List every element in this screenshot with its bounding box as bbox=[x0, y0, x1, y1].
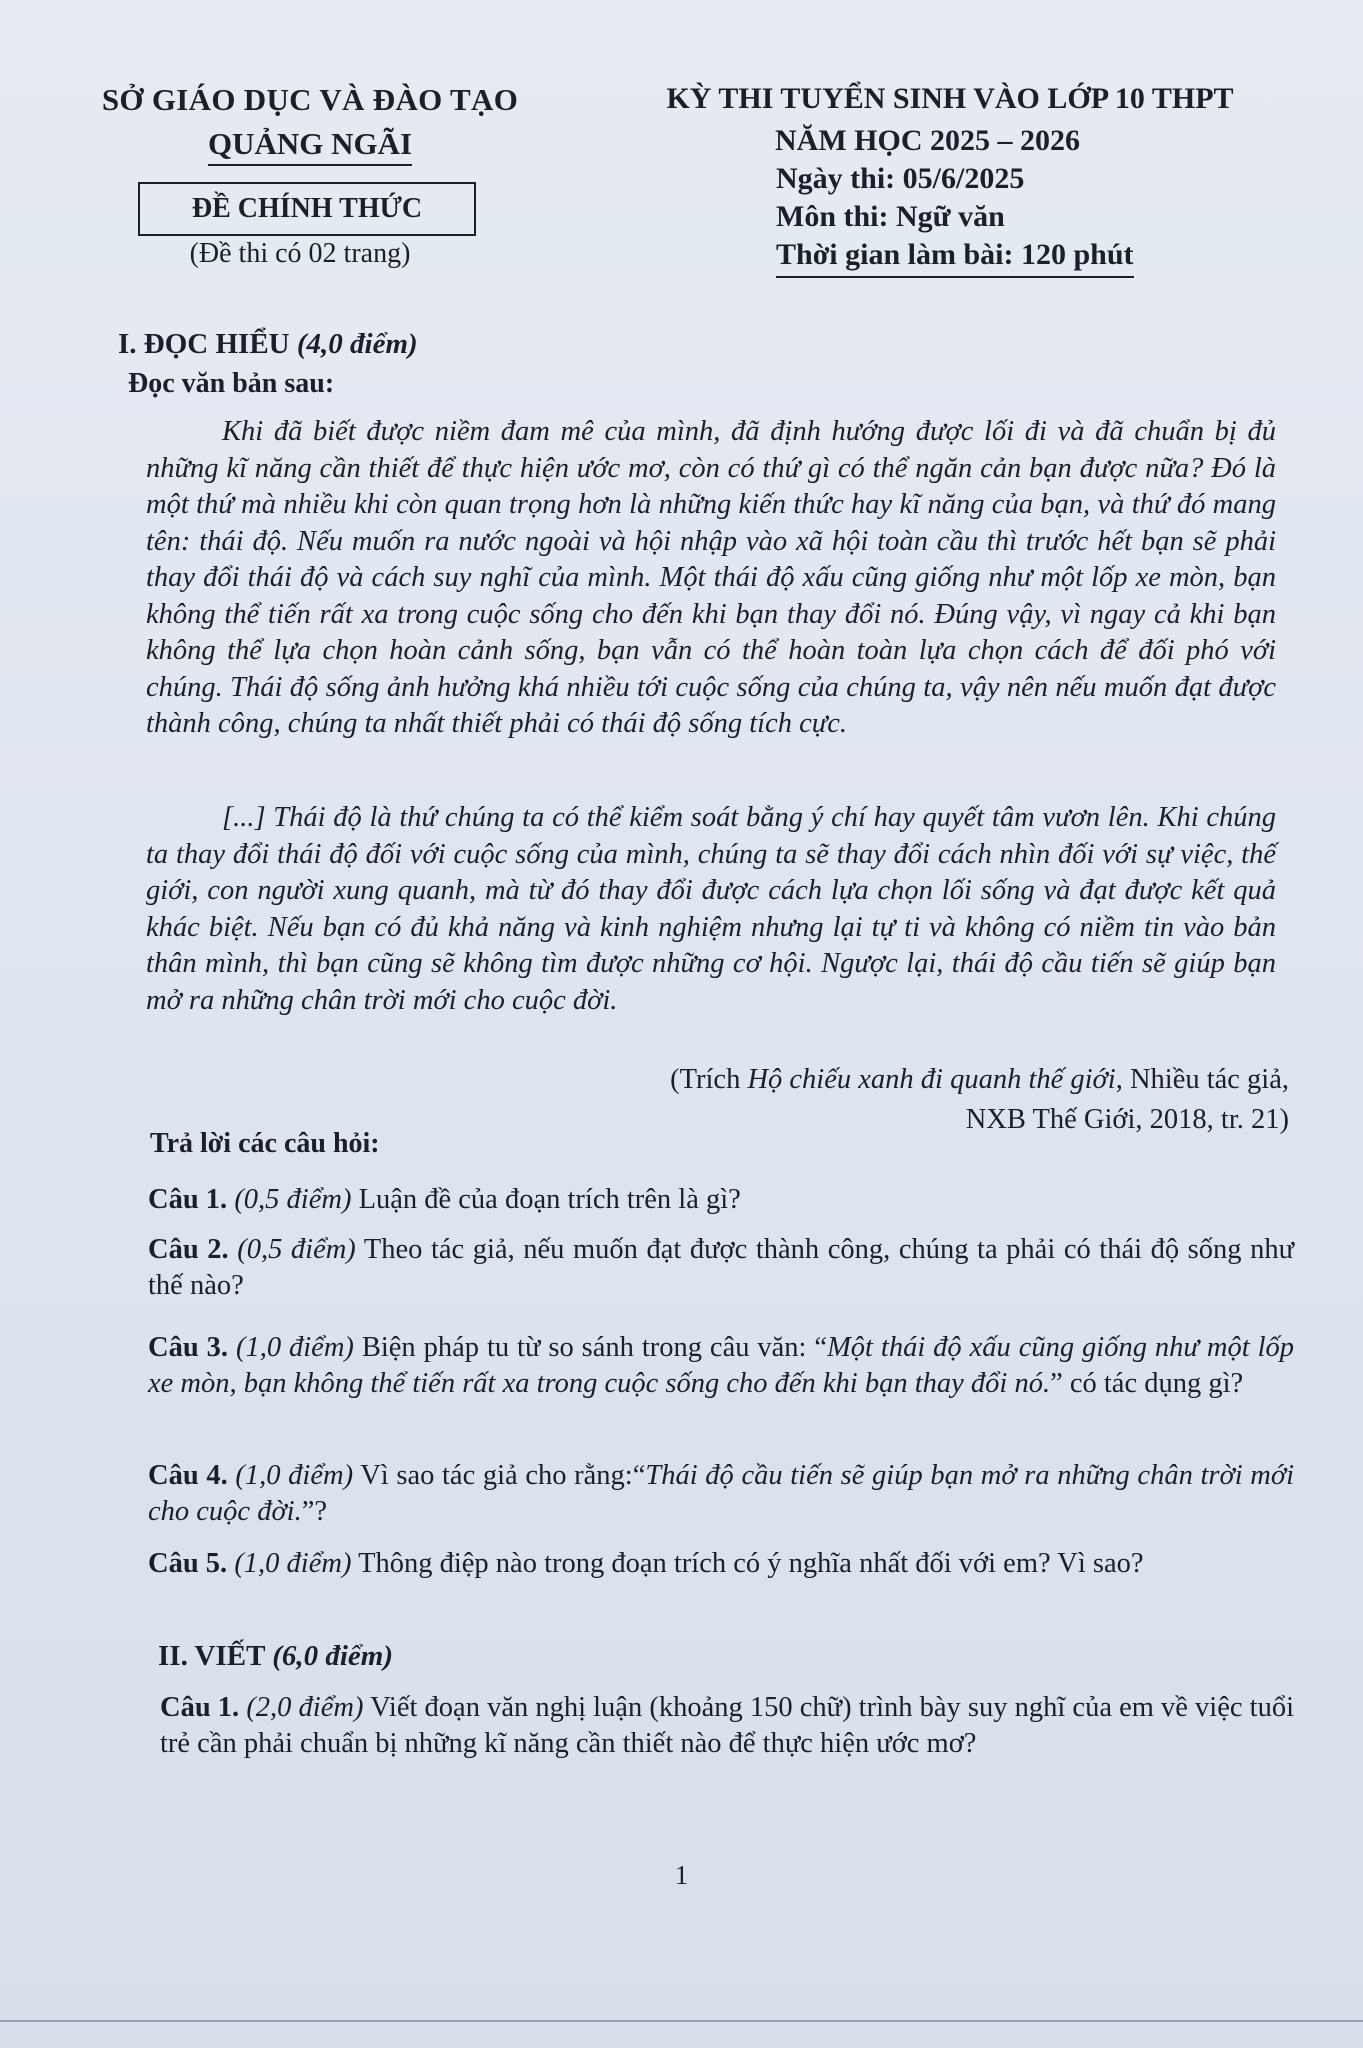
question-4: Câu 4. (1,0 điểm) Vì sao tác giả cho rằng:“Thái độ cầu tiến sẽ giúp bạn mở ra những chân trời mới cho cuộc đời.”? bbox=[148, 1460, 1294, 1527]
question-3: Câu 3. (1,0 điểm) Biện pháp tu từ so sánh trong câu văn: “Một thái độ xấu cũng giống như một lốp xe mòn, bạn không thể tiến rất xa trong cuộc sống cho đến khi bạn thay đổi nó.” có tác dụng gì? bbox=[148, 1332, 1294, 1399]
passage-paragraph-2: [...] Thái độ là thứ chúng ta có thể kiểm soát bằng ý chí hay quyết tâm vươn lên. Khi chúng ta thay đổi thái độ đối với cuộc sống của mình, chúng ta sẽ thay đổi cách nhìn đối với sự việc, thế giới, con người xung quanh, mà từ đó thay đổi được cách lựa chọn lối sống và đạt được kết quả khác biệt. Nếu bạn có đủ khả năng và kinh nghiệm nhưng lại tự ti và không có niềm tin vào bản thân mình, thì bạn cũng sẽ không tìm được những cơ hội. Ngược lại, thái độ cầu tiến sẽ giúp bạn mở ra những chân trời mới cho cuộc đời. bbox=[146, 802, 1276, 1016]
reading-passage bbox=[146, 414, 1276, 743]
writing-question-1: Câu 1. (2,0 điểm) Viết đoạn văn nghị luận (khoảng 150 chữ) trình bày suy nghĩ của em về việc tuổi trẻ cần phải chuẩn bị những kĩ năng cần thiết nào để thực hiện ước mơ? bbox=[160, 1692, 1294, 1759]
writing-section-heading: II. VIẾT (6,0 điểm) bbox=[158, 1640, 393, 1672]
exam-date: Ngày thi: 05/6/2025 bbox=[776, 162, 1025, 195]
province-name: QUẢNG NGÃI bbox=[208, 126, 412, 166]
official-exam-stamp: ĐỀ CHÍNH THỨC bbox=[138, 182, 476, 236]
page-number: 1 bbox=[674, 1860, 689, 1890]
writing-points: (6,0 điểm) bbox=[272, 1640, 393, 1672]
exam-subject: Môn thi: Ngữ văn bbox=[776, 200, 1005, 233]
question-2: Câu 2. (0,5 điểm) Theo tác giả, nếu muốn đạt được thành công, chúng ta phải có thái độ sống như thế nào? bbox=[148, 1234, 1295, 1301]
passage-source: (Trích Hộ chiếu xanh đi quanh thế giới, Nhiều tác giả, NXB Thế Giới, 2018, tr. 21) bbox=[670, 1064, 1289, 1135]
department-header bbox=[60, 82, 560, 166]
reading-instruction: Đọc văn bản sau: bbox=[128, 368, 335, 399]
page-count-note: (Đề thi có 02 trang) bbox=[189, 238, 411, 269]
page-bottom-divider bbox=[0, 2020, 1363, 2022]
answer-instruction: Trả lời các câu hỏi: bbox=[150, 1128, 380, 1159]
department-name: SỞ GIÁO DỤC VÀ ĐÀO TẠO bbox=[101, 82, 519, 117]
source-title: Hộ chiếu xanh đi quanh thế giới bbox=[747, 1064, 1116, 1095]
exam-info bbox=[776, 160, 1134, 278]
reading-points: (4,0 điểm) bbox=[296, 328, 418, 360]
question-5: Câu 5. (1,0 điểm) Thông điệp nào trong đoạn trích có ý nghĩa nhất đối với em? Vì sao? bbox=[148, 1548, 1144, 1579]
passage-paragraph-1: Khi đã biết được niềm đam mê của mình, đã định hướng được lối đi và đã chuẩn bị đủ những kĩ năng cần thiết để thực hiện ước mơ, còn có thứ gì có thể ngăn cản bạn được nữa? Đó là một thứ mà nhiều khi còn quan trọng hơn là những kiến thức hay kĩ năng của bạn, và thứ đó mang tên: thái độ. Nếu muốn ra nước ngoài và hội nhập vào xã hội toàn cầu thì trước hết bạn sẽ phải thay đổi thái độ và cách suy nghĩ của mình. Một thái độ xấu cũng giống như một lốp xe mòn, bạn không thể tiến rất xa trong cuộc sống cho đến khi bạn thay đổi nó. Đúng vậy, vì ngay cả khi bạn không thể lựa chọn hoàn cảnh sống, bạn vẫn có thể hoàn toàn lựa chọn cách để đối phó với chúng. Thái độ sống ảnh hưởng khá nhiều tới cuộc sống của chúng ta, vậy nên nếu muốn đạt được thành công, chúng ta nhất thiết phải có thái độ sống tích cực. bbox=[146, 416, 1276, 739]
question-1: Câu 1. (0,5 điểm) Luận đề của đoạn trích trên là gì? bbox=[148, 1184, 741, 1215]
school-year: NĂM HỌC 2025 – 2026 bbox=[775, 124, 1080, 157]
reading-section-heading: I. ĐỌC HIỂU (4,0 điểm) bbox=[118, 328, 418, 360]
reading-passage-2 bbox=[146, 800, 1276, 1019]
exam-title: KỲ THI TUYỂN SINH VÀO LỚP 10 THPT bbox=[666, 82, 1234, 115]
exam-duration: Thời gian làm bài: 120 phút bbox=[776, 236, 1134, 278]
